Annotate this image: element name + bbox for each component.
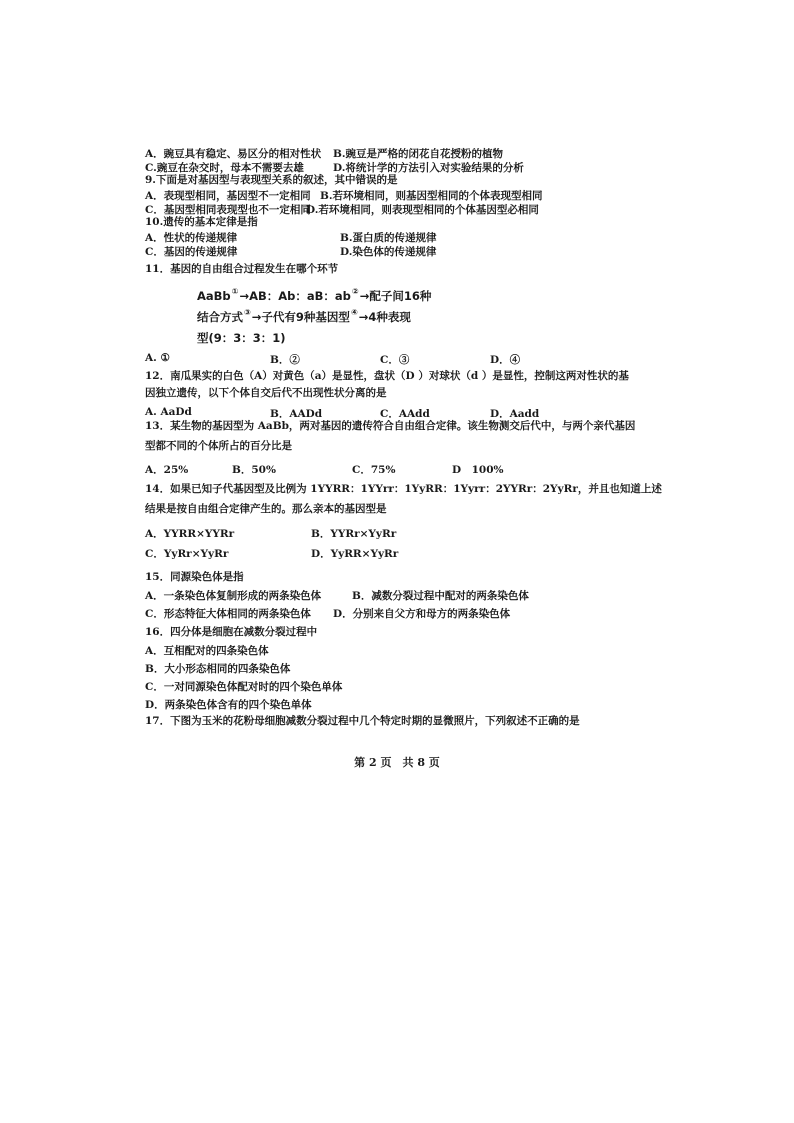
q10-option-b: B.蛋白质的传递规律: [340, 232, 437, 244]
q14-option-a: A．YYRR×YYRr: [145, 528, 235, 540]
q12-stem-2: 因独立遗传，以下个体自交后代不出现性状分离的是: [145, 387, 387, 399]
q12-option-a: A. AaDd: [145, 406, 192, 418]
q10-stem: 10.遗传的基本定律是指: [145, 216, 258, 228]
q15-option-b: B．减数分裂过程中配对的两条染色体: [352, 590, 529, 602]
q13-option-d: D 100%: [452, 464, 504, 476]
q9-option-b: B.若环境相同，则基因型相同的个体表现型相同: [320, 190, 543, 202]
q8-option-a: A．豌豆具有稳定、易区分的相对性状: [145, 148, 322, 160]
q14-option-d: D．YyRR×YyRr: [311, 548, 399, 560]
q13-stem-2: 型都不同的个体所占的百分比是: [145, 440, 292, 452]
q16-option-a: A．互相配对的四条染色体: [145, 645, 269, 657]
q11-flow-line-3: 型(9：3：3：1): [197, 331, 286, 345]
step-3-mark: ③: [244, 308, 251, 317]
q14-option-c: C．YyRr×YyRr: [145, 548, 229, 560]
q16-option-d: D．两条染色体含有的四个染色单体: [145, 699, 312, 711]
q9-option-c: C．基因型相同表现型也不一定相同: [145, 204, 311, 216]
q12-option-b: B．AADd: [270, 408, 323, 420]
q12-option-d: D．Aadd: [490, 408, 540, 420]
q10-option-c: C．基因的传递规律: [145, 246, 238, 258]
q8-option-b: B.豌豆是严格的闭花自花授粉的植物: [333, 148, 504, 160]
q11-flow-genotypes: 子代有9种基因型: [261, 310, 350, 324]
q11-flow-parent: AaBb: [197, 289, 231, 303]
q13-option-b: B．50%: [232, 464, 276, 476]
q8-option-d: D.将统计学的方法引入对实验结果的分析: [333, 162, 524, 174]
q11-flow-phenotypes: 4种表现: [368, 310, 411, 324]
q11-option-a: A. ①: [145, 352, 170, 364]
q11-flow-line-1: AaBb①→AB：Ab：aB：ab②→配子间16种: [197, 287, 432, 303]
page-footer: 第 2 页 共 8 页: [354, 756, 440, 769]
q16-option-b: B．大小形态相同的四条染色体: [145, 663, 291, 675]
q8-option-c: C.豌豆在杂交时，母本不需要去雄: [145, 162, 304, 174]
q9-option-a: A．表现型相同，基因型不一定相同: [145, 190, 311, 202]
q13-option-c: C．75%: [352, 464, 396, 476]
q12-option-c: C．AAdd: [380, 408, 430, 420]
q14-stem-2: 结果是按自由组合定律产生的。那么亲本的基因型是: [145, 503, 387, 515]
q14-option-b: B．YYRr×YyRr: [311, 528, 397, 540]
q13-stem-1: 13．某生物的基因型为 AaBb，两对基因的遗传符合自由组合定律。该生物测交后代中，与两个亲代基因: [145, 420, 636, 432]
q11-flow-combination: 结合方式: [197, 310, 243, 324]
q9-option-d: D.若环境相同，则表现型相同的个体基因型必相同: [306, 204, 539, 216]
q15-option-d: D．分别来自父方和母方的两条染色体: [333, 608, 511, 620]
q11-option-d: D．④: [490, 354, 521, 366]
q15-option-c: C．形态特征大体相同的两条染色体: [145, 608, 311, 620]
q15-option-a: A．一条染色体复制形成的两条染色体: [145, 590, 322, 602]
step-2-mark: ②: [351, 287, 359, 296]
q13-option-a: A．25%: [145, 464, 189, 476]
q10-option-d: D.染色体的传递规律: [340, 246, 437, 258]
q11-option-b: B．②: [270, 354, 300, 366]
q11-option-c: C．③: [380, 354, 410, 366]
q9-stem: 9.下面是对基因型与表现型关系的叙述，其中错误的是: [145, 174, 398, 186]
q11-flow-line-2: 结合方式③→子代有9种基因型④→4种表现: [197, 308, 411, 324]
q16-option-c: C．一对同源染色体配对时的四个染色单体: [145, 681, 343, 693]
q11-flow-combos: 配子间16种: [369, 289, 432, 303]
q11-flow-gametes: AB：Ab：aB：ab: [249, 289, 351, 303]
step-1-mark: ①: [231, 287, 239, 296]
q15-stem: 15．同源染色体是指: [145, 571, 244, 583]
q17-stem: 17．下图为玉米的花粉母细胞减数分裂过程中几个特定时期的显微照片，下列叙述不正确的是: [145, 715, 580, 727]
q11-stem: 11．基因的自由组合过程发生在哪个环节: [145, 263, 339, 275]
q16-stem: 16．四分体是细胞在减数分裂过程中: [145, 626, 318, 638]
q14-stem-1: 14．如果已知子代基因型及比例为 1YYRR：1YYrr：1YyRR：1Yyrr：2YYRr：2YyRr，并且也知道上述: [145, 483, 662, 495]
q10-option-a: A．性状的传递规律: [145, 232, 238, 244]
step-4-mark: ④: [350, 308, 358, 317]
q12-stem-1: 12．南瓜果实的白色（A）对黄色（a）是显性，盘状（D ）对球状（d ）是显性，控制这两对性状的基: [145, 370, 629, 382]
